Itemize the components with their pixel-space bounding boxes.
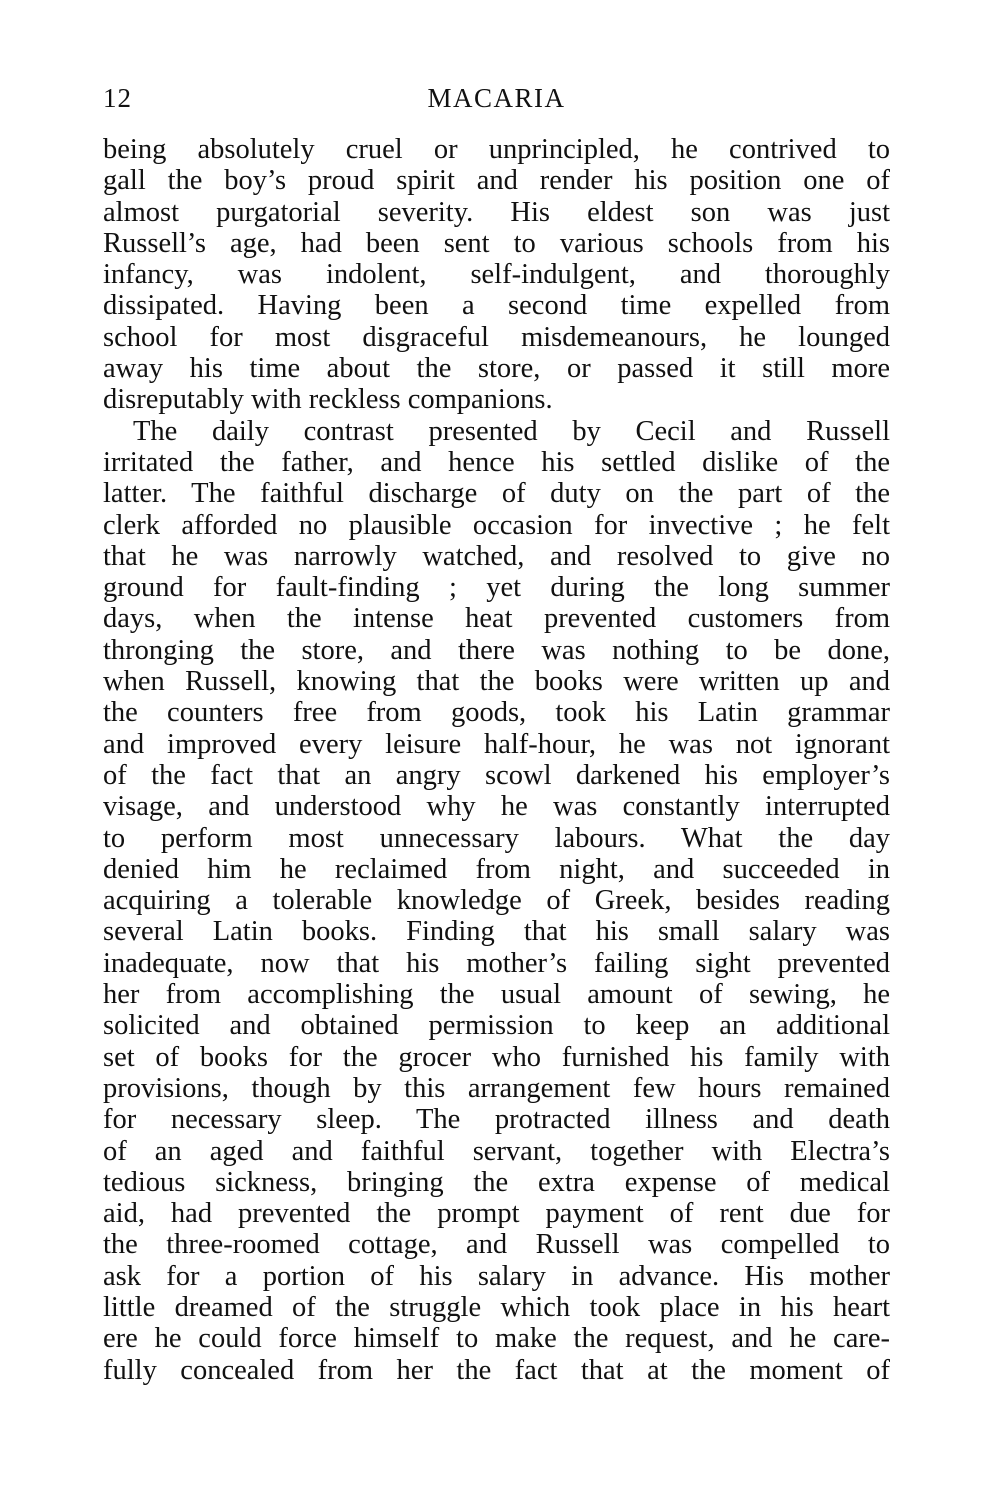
body-text [103, 134, 890, 1424]
text-line: disreputably with reckless companions. [103, 384, 553, 416]
page-number: 12 [103, 83, 132, 113]
text-line: of the fact that an angry scowl darkened his employer’s [103, 759, 890, 791]
text-line: latter. The faithful discharge of duty on the part of the [103, 478, 890, 510]
text-line: infancy, was indolent, self-indulgent, and thoroughly [103, 259, 890, 291]
text-line: provisions, though by this arrangement few hours remained [103, 1072, 890, 1104]
running-head: MACARIA [427, 83, 566, 113]
text-line: ground for fault-finding ; yet during the long summer [103, 572, 890, 604]
text-line: away his time about the store, or passed it still more [103, 353, 890, 385]
text-line: thronging the store, and there was nothing to be done, [103, 634, 890, 666]
text-line: for necessary sleep. The protracted illness and death [103, 1104, 890, 1136]
text-line: that he was narrowly watched, and resolved to give no [103, 540, 890, 572]
text-line: almost purgatorial severity. His eldest son was just [103, 196, 890, 228]
text-line: clerk afforded no plausible occasion for invective ; he felt [103, 509, 890, 541]
text-line: solicited and obtained permission to keep an additional [103, 1010, 890, 1042]
text-line: aid, had prevented the prompt payment of rent due for [103, 1198, 890, 1230]
text-line: irritated the father, and hence his settled dislike of the [103, 446, 890, 478]
text-line: the counters free from goods, took his Latin grammar [103, 697, 890, 729]
text-line: dissipated. Having been a second time expelled from [103, 290, 890, 322]
text-line: gall the boy’s proud spirit and render his position one of [103, 165, 890, 197]
page-header [103, 78, 890, 118]
text-line: inadequate, now that his mother’s failing sight prevented [103, 947, 890, 979]
text-line: set of books for the grocer who furnished his family with [103, 1041, 890, 1073]
text-line: being absolutely cruel or unprincipled, he contrived to [103, 134, 890, 165]
text-line: the three-roomed cottage, and Russell was compelled to [103, 1229, 890, 1261]
text-line: tedious sickness, bringing the extra expense of medical [103, 1166, 890, 1198]
text-line: to perform most unnecessary labours. What the day [103, 822, 890, 854]
text-line: school for most disgraceful misdemeanours, he lounged [103, 321, 890, 353]
text-line: her from accomplishing the usual amount of sewing, he [103, 979, 890, 1011]
text-line: The daily contrast presented by Cecil and Russell [133, 415, 890, 447]
text-line: visage, and understood why he was constantly interrupted [103, 791, 890, 823]
text-line: and improved every leisure half-hour, he was not ignorant [103, 728, 890, 760]
text-line: denied him he reclaimed from night, and succeeded in [103, 853, 890, 885]
text-line: fully concealed from her the fact that at the moment of [103, 1354, 890, 1386]
text-line: acquiring a tolerable knowledge of Greek, besides reading [103, 885, 890, 917]
text-line: Russell’s age, had been sent to various schools from his [103, 227, 890, 259]
text-line: days, when the intense heat prevented customers from [103, 603, 890, 635]
text-line: little dreamed of the struggle which took place in his heart [103, 1291, 890, 1323]
text-line: when Russell, knowing that the books were written up and [103, 666, 890, 698]
text-line: ask for a portion of his salary in advance. His mother [103, 1260, 890, 1292]
text-line: ere he could force himself to make the request, and he care- [103, 1323, 890, 1355]
text-line: several Latin books. Finding that his small salary was [103, 916, 890, 948]
text-line: of an aged and faithful servant, together with Electra’s [103, 1135, 890, 1167]
